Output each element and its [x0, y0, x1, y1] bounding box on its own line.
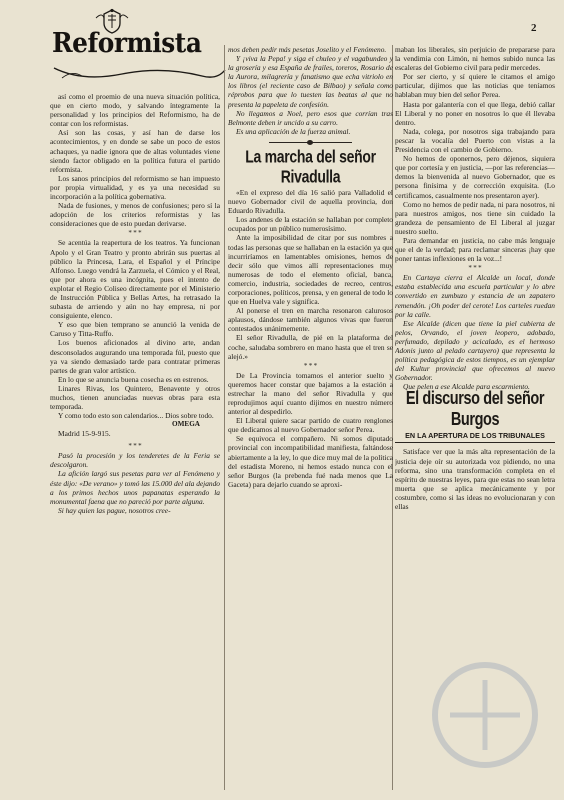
paragraph: Nada, colega, por nosotros siga trabajando para pescar la vocalía del Puerto con vistas a la Presidencia con el cambio de Gobierno. [395, 126, 555, 155]
subheadline-burgos: EN LA APERTURA DE LOS TRIBUNALES [395, 431, 555, 443]
paragraph: maban los liberales, sin perjuicio de prepararse para la vendimia con Limón, ni hemos subido nunca las escaleras del Gobierno civil para pedir mercedes. [395, 45, 555, 73]
column-1 [50, 92, 220, 515]
paragraph: «En el expreso del día 16 salió para Valladolid el nuevo Gobernador civil de aquella provincia, don Eduardo Rivadulla. [228, 187, 393, 216]
masthead [52, 8, 227, 86]
paragraph: Es una aplicación de la fuerza animal. [236, 126, 351, 136]
paragraph: Para demandar en justicia, no cabe más lenguaje que el de la verdad; para reclamar sinceras ¡hay que poner tantas inflexiones en la voz...! [395, 235, 555, 264]
paragraph: así como el proemio de una nueva situación política, que en cierto modo, y salvando íntegramente la personalidad y los principios del Reformismo, ha de contar con los reformistas. [50, 92, 220, 129]
paragraph: El señor Rivadulla, de pié en la plataforma del coche, saludaba sombrero en mano hasta que el tren se alejó.» [228, 333, 393, 361]
paragraph: Ante la imposibilidad de citar por sus nombres a todas las personas que se hallaban en la estación ya que incurriríamos en lamentables omisiones, hemos de decir sólo que vimos allí representaciones muy numerosas de todo el elemento oficial, banca, comercio, industria, sociedades de recreo, centros, corporaciones, políticos, prensa, y en general de todo lo que en Huelva vale y significa. [228, 233, 393, 307]
paragraph: Los andenes de la estación se hallaban por completo ocupados por un público numerosísimo. [228, 215, 393, 234]
paragraph: Se acentúa la reapertura de los teatros. Ya funcionan Apolo y el Gran Teatro y pronto abrirán sus puertas al público la Princesa, Lara, el Español y el Príncipe Alfonso. Luego vendrá la Zarzuela, el Cómico y el Real, que por ahora es una incógnita, pues el intento de explotar el Regio Coliseo directamente por el Ministerio de Instrucción Pública y Bellas Artes, ha retrasado la subasta de arriendo y aún no hay empresa, ni por consiguiente, elenco. [50, 238, 220, 321]
library-stamp-watermark [410, 655, 560, 775]
paragraph: Que pelen a ese Alcalde para escarmiento. [403, 382, 530, 392]
paragraph: No llegamos a Noel, pero esos que corrían tras Belmonte deben ir uncido a su carro. [228, 108, 393, 127]
paragraph: mos deben pedir más pesetas Joselito y el Fenómeno. [228, 45, 387, 54]
page-number: 2 [531, 22, 537, 34]
section-separator: * * * [468, 264, 482, 273]
section-separator: * * * [303, 361, 318, 370]
paragraph: Los sanos principios del reformismo se han impuesto por propia virtualidad, y es ya una necesidad su incorporación a la política gobernativa. [50, 173, 220, 202]
column-2 [228, 45, 393, 489]
paragraph: Como no hemos de pedir nada, ni para nosotros, ni para nuestros amigos, nos tiene sin cuidado la grandeza de pensamiento de El Liberal al juzgar nuestro suelto. [395, 199, 555, 236]
paragraph: Satisface ver que la más alta representación de la justicia deje oír su autorizada voz pidiendo, no una reforma, sino una transformación completa en el espíritu de nuestras leyes, para que estas no sean letra muerta que se aplica mecánicamente y por costumbre, como si las ideas no evolucionaran y con ellas [395, 447, 555, 512]
paragraph: Al ponerse el tren en marcha resonaron calurosos aplausos, dándose también algunos vivas que fueron contestados unánimemente. [228, 306, 393, 334]
section-separator: * * * [128, 229, 142, 238]
signature: OMEGA [172, 420, 200, 429]
dateline: Madrid 15-9-915. [58, 429, 111, 439]
paragraph: El Liberal quiere sacar partido de cuatro renglones que dedicamos al nuevo Gobernador señor Perea. [228, 416, 393, 435]
paragraph: Si hay quien las pague, nosotros cree- [58, 505, 171, 515]
paragraph: Se equivoca el compañero. Ni somos diputado provincial con incompatibilidad manifiesta, faltándose abiertamente a la ley, lo que dice muy mal de la política del estadista Moreno, ni hemos estado nunca con el señor Burgos (la prebenda fué nada menos que La Gaceta) para dejarlo cuando se aproxi- [228, 434, 393, 489]
paragraph: Los buenos aficionados al divino arte, andan desconsolados augurando una temporada fúl, puesto que ya va siendo demasiado tarde para contratar primeras partes de gran valor artístico. [50, 338, 220, 375]
paragraph: No hemos de oponernos, pero déjenos, siquiera que por cortesía y en justicia, —por las referencias—demos la bienvenida al nuevo Gobernador, que es persona finísima y de corrección exquisita. (Lo certificamos, casualmente nos presentaron ayer). [395, 154, 555, 200]
paragraph: Hasta por galantería con el que llega, debió callar El Liberal y no poner en nosotros lo que él llevaba dentro. [395, 99, 555, 127]
section-separator: * * * [128, 442, 142, 451]
paragraph: Y ¡viva la Pepa! y siga el chuleo y el vagabundeo y la grosería y esa España de frailes, toreros, Rosario de la Aurora, milagrería y fanatismo que echa vitriolo en los libros (el reciente caso de Bilbao) y señala como réprobos para que lo tuesten las beatas al que no presenta la papeleta de confesión. [228, 54, 393, 109]
paragraph: Y eso que bien temprano se anunció la venida de Caruso y Titta-Ruffo. [50, 320, 220, 339]
paragraph: Nada de fusiones, y menos de confusiones; pero sí la adopción de los criterios reformistas y las consideraciones que de esto puedan derivarse. [50, 201, 220, 229]
column-3 [395, 45, 555, 511]
paragraph: De La Provincia tomamos el anterior suelto y queremos hacer constar que bajamos a la estación a estrechar la mano del señor Rivadulla y que reprodujimos aquí cuanto dijimos en nuestro número anterior al despedirlo. [228, 370, 393, 417]
headline-burgos: El discurso del señor Burgos [405, 389, 545, 431]
paragraph: Linares Rivas, los Quintero, Benavente y otros muchos, tienen anunciadas nuevas obras para esta temporada. [50, 383, 220, 412]
paragraph: En lo que se anuncia buena cosecha es en estrenos. [58, 374, 209, 384]
paragraph: Pasó la procesión y los tenderetes de la Feria se descolgaron. [50, 451, 220, 470]
paragraph: Ese Alcalde (dicen que tiene la piel cubierta de pelos, Orvando, el joven leopero, adobado, perfumado, depilado y acicalado, es el hermoso Adonis junto al pelado cartayero) que representa la política pedagógica de estos tiempos, es un ejemplar del Kultur provincial que ofrecemos al nuevo Gobernador. [395, 318, 555, 383]
paragraph: La afición largó sus pesetas para ver al Fenómeno y éste dijo: «De verano» y tomó las 15.000 del ala dejando a los primos hechos unos papanatas esperando la monumental faena que no pareció por parte alguna. [50, 469, 220, 506]
masthead-ornament [52, 64, 227, 82]
paragraph: En Cartaya cierra el Alcalde un local, donde estaba establecida una escuela particular y lo abre convertido en zumbuzo y estancia de un zapatero remendón. ¡Oh poder del cerote! Los carteles ruedan por la calle. [395, 273, 555, 319]
headline-rivadulla: La marcha del señor Rivadulla [245, 145, 376, 186]
paragraph: Y como todo esto son calendarios... Dios sobre todo. [58, 411, 214, 421]
paragraph: Así son las cosas, y así han de darse los acontecimientos, y en donde se sabe un poco de estos achaques, ya nadie ignora que de altas voluntades viene siendo factor obligado en la política futura el partido reformista. [50, 128, 220, 174]
column-rule [224, 45, 225, 790]
masthead-title: Reformista [52, 28, 202, 59]
paragraph: Por ser cierto, y sí quiere le citamos el amigo particular, dijimos que las noticias que teníamos hablaban muy bien del señor Perea. [395, 72, 555, 100]
